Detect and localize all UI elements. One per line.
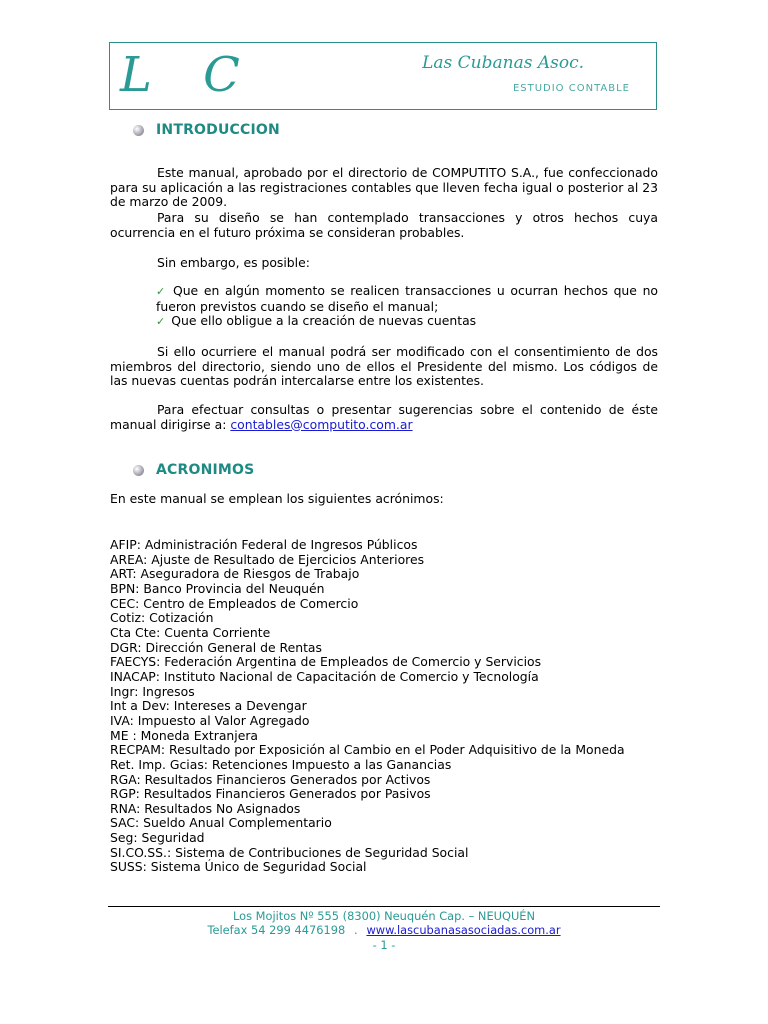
acronym-item: AFIP: Administración Federal de Ingresos Públicos	[110, 537, 418, 552]
acronym-item: ME : Moneda Extranjera	[110, 727, 259, 743]
paragraph-intro-3: Sin embargo, es posible:	[157, 255, 310, 270]
acronym-list	[110, 538, 625, 875]
acronym-item: SI.CO.SS.: Sistema de Contribuciones de Seguridad Social	[110, 844, 469, 860]
footer-contact	[108, 923, 660, 937]
acronym-item: Cotiz: Cotización	[110, 610, 214, 626]
acronym-item: ART: Aseguradora de Riesgos de Trabajo	[110, 566, 360, 582]
list-item-text: Que ello obligue a la creación de nuevas cuentas	[171, 313, 477, 329]
acronym-item: AREA: Ajuste de Resultado de Ejercicios Anteriores	[110, 551, 425, 567]
sphere-bullet-icon	[133, 125, 144, 136]
section-title: INTRODUCCION	[156, 122, 280, 138]
acronym-item: Ret. Imp. Gcias: Retenciones Impuesto a las Ganancias	[110, 756, 452, 772]
brand-name: Las Cubanas Asoc.	[422, 53, 584, 73]
acronym-item: RGP: Resultados Financieros Generados por Pasivos	[110, 786, 431, 802]
list-item	[156, 314, 658, 330]
acronym-item: RECPAM: Resultado por Exposición al Cambio en el Poder Adquisitivo de la Moneda	[110, 742, 625, 758]
acronym-item: SAC: Sueldo Anual Complementario	[110, 815, 332, 831]
section-title: ACRONIMOS	[156, 462, 255, 478]
list-item-text: Que en algún momento se realicen transacciones u ocurran hechos que no fueron previstos cuando se diseño el manual;	[156, 283, 659, 314]
checkmark-icon: ✓	[156, 285, 167, 298]
letterhead	[109, 42, 657, 110]
paragraph-intro-5	[110, 403, 658, 432]
footer-address: Los Mojitos Nº 555 (8300) Neuquén Cap. – NEUQUÉN	[233, 909, 535, 923]
footer-phone: Telefax 54 299 4476198	[207, 923, 346, 937]
acronym-item: IVA: Impuesto al Valor Agregado	[110, 712, 310, 728]
acronym-item: RNA: Resultados No Asignados	[110, 800, 301, 816]
acronyms-intro: En este manual se emplean los siguientes acrónimos:	[110, 491, 444, 506]
website-link[interactable]: www.lascubanasasociadas.com.ar	[366, 923, 561, 937]
acronym-item: BPN: Banco Provincia del Neuquén	[110, 580, 325, 596]
acronym-item: Seg: Seguridad	[110, 830, 205, 846]
logo-monogram: L C	[120, 47, 258, 103]
footer-divider	[108, 906, 660, 907]
section-heading-introduccion	[133, 122, 280, 138]
acronym-item: Int a Dev: Intereses a Devengar	[110, 698, 307, 714]
section-heading-acronimos	[133, 462, 254, 478]
email-link[interactable]: contables@computito.com.ar	[230, 416, 413, 432]
acronym-item: INACAP: Instituto Nacional de Capacitación de Comercio y Tecnología	[110, 668, 539, 684]
acronym-item: FAECYS: Federación Argentina de Empleados de Comercio y Servicios	[110, 654, 542, 670]
acronym-item: Ingr: Ingresos	[110, 683, 195, 699]
paragraph-intro-4: Si ello ocurriere el manual podrá ser modificado con el consentimiento de dos miembros del directorio, siendo uno de ellos el Presidente del mismo. Los códigos de las nuevas cuentas podrán intercalarse entre los existentes.	[110, 344, 658, 389]
acronym-item: CEC: Centro de Empleados de Comercio	[110, 595, 359, 611]
brand-subtitle: ESTUDIO CONTABLE	[512, 83, 630, 94]
check-list	[156, 284, 658, 330]
sphere-bullet-icon	[133, 465, 144, 476]
checkmark-icon: ✓	[156, 315, 166, 329]
contact-text: Para efectuar consultas o presentar sugerencias sobre el contenido de éste manual dirigirse a:	[110, 402, 658, 432]
acronym-item: DGR: Dirección General de Rentas	[110, 639, 322, 655]
acronym-item: Cta Cte: Cuenta Corriente	[110, 624, 271, 640]
page-number: - 1 -	[372, 938, 396, 952]
acronym-item: SUSS: Sistema Único de Seguridad Social	[110, 859, 367, 875]
paragraph-intro-2: Para su diseño se han contemplado transacciones y otros hechos cuya ocurrencia en el futuro próxima se consideran probables.	[110, 210, 658, 240]
paragraph-intro-1: Este manual, aprobado por el directorio de COMPUTITO S.A., fue confeccionado para su aplicación a las registraciones contables que lleven fecha igual o posterior al 23 de marzo de 2009.	[110, 165, 658, 210]
footer-separator: .	[354, 923, 358, 937]
acronym-item: RGA: Resultados Financieros Generados por Activos	[110, 771, 431, 787]
list-item	[156, 284, 658, 314]
